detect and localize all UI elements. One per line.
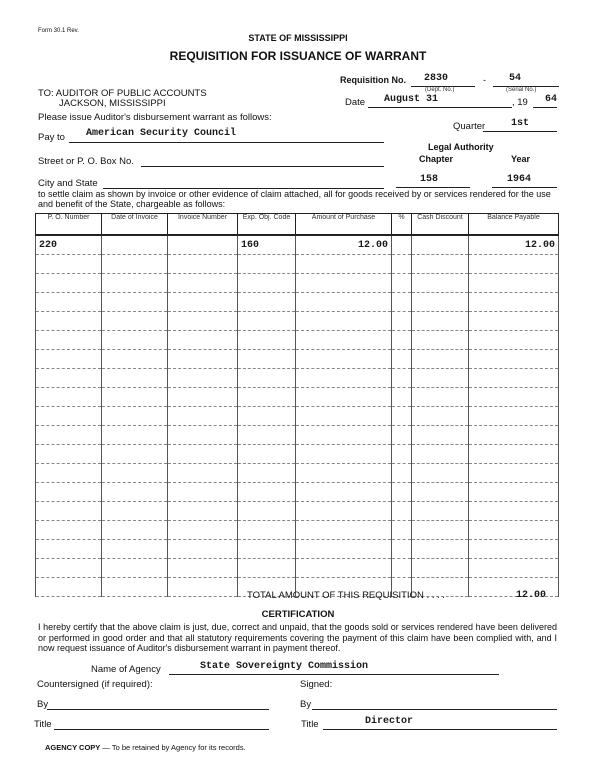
date-line [368, 107, 512, 108]
table-cell[interactable] [168, 255, 238, 274]
table-row [36, 274, 559, 293]
table-row [36, 293, 559, 312]
table-cell[interactable] [469, 369, 559, 388]
table-cell[interactable] [102, 331, 168, 350]
chapter-label: Chapter [419, 154, 454, 164]
table-cell[interactable] [412, 388, 469, 407]
table-cell[interactable] [392, 255, 412, 274]
table-cell[interactable] [296, 255, 392, 274]
table-cell[interactable] [296, 540, 392, 559]
column-header: % [392, 214, 412, 236]
table-cell[interactable]: 12.00 [469, 235, 559, 255]
table-cell[interactable] [168, 274, 238, 293]
table-cell[interactable] [412, 464, 469, 483]
footer-note [45, 743, 246, 752]
table-row [36, 540, 559, 559]
table-cell[interactable] [296, 483, 392, 502]
signed-label: Signed: [300, 679, 333, 690]
street-line[interactable] [141, 166, 384, 167]
table-row [36, 521, 559, 540]
table-cell[interactable] [412, 559, 469, 578]
table-cell[interactable] [36, 331, 102, 350]
chapter-value[interactable]: 158 [420, 174, 439, 185]
table-cell[interactable] [36, 464, 102, 483]
table-row [36, 255, 559, 274]
column-header: Cash Discount [412, 214, 469, 236]
table-cell[interactable] [296, 350, 392, 369]
state-heading: STATE OF MISSISSIPPI [248, 33, 348, 43]
table-cell[interactable] [392, 312, 412, 331]
table-cell[interactable] [36, 388, 102, 407]
signed-title-label: Title [301, 719, 319, 730]
legal-authority-heading: Legal Authority [428, 142, 494, 152]
table-cell[interactable] [296, 559, 392, 578]
table-cell[interactable] [296, 502, 392, 521]
table-cell[interactable] [238, 388, 296, 407]
table-cell[interactable] [102, 312, 168, 331]
table-cell[interactable] [469, 540, 559, 559]
table-cell[interactable] [238, 521, 296, 540]
table-cell[interactable] [36, 483, 102, 502]
table-cell[interactable] [168, 293, 238, 312]
addressee-line2: JACKSON, MISSISSIPPI [59, 98, 166, 109]
table-cell[interactable] [296, 407, 392, 426]
table-cell[interactable] [412, 293, 469, 312]
table-row [36, 407, 559, 426]
table-row [36, 502, 559, 521]
table-cell[interactable] [238, 369, 296, 388]
table-cell[interactable] [168, 483, 238, 502]
form-number: Form 30.1 Rev. [38, 28, 79, 34]
countersigned-title-line[interactable] [54, 729, 269, 730]
table-cell[interactable] [392, 502, 412, 521]
table-row [36, 312, 559, 331]
dept-no-caption: (Dept. No.) [425, 87, 455, 93]
column-header: Balance Payable [469, 214, 559, 236]
table-cell[interactable] [238, 274, 296, 293]
table-cell[interactable] [469, 445, 559, 464]
table-cell[interactable] [36, 521, 102, 540]
table-cell[interactable] [469, 483, 559, 502]
table-cell[interactable] [36, 312, 102, 331]
table-cell[interactable] [168, 369, 238, 388]
table-cell[interactable] [36, 426, 102, 445]
table-cell[interactable] [238, 350, 296, 369]
table-row [36, 350, 559, 369]
table-cell[interactable] [168, 312, 238, 331]
table-cell[interactable] [168, 559, 238, 578]
table-cell[interactable] [392, 350, 412, 369]
table-cell[interactable] [238, 312, 296, 331]
table-body [36, 235, 559, 597]
date-label: Date [345, 97, 366, 108]
table-cell[interactable]: 12.00 [296, 235, 392, 255]
table-cell[interactable] [36, 559, 102, 578]
table-cell[interactable] [168, 445, 238, 464]
table-cell[interactable] [469, 521, 559, 540]
table-cell[interactable] [168, 350, 238, 369]
table-cell[interactable] [168, 331, 238, 350]
table-cell[interactable] [36, 369, 102, 388]
table-cell[interactable] [469, 502, 559, 521]
table-cell[interactable] [238, 502, 296, 521]
agency-copy-note: — To be retained by Agency for its records. [100, 743, 246, 752]
table-row [36, 235, 559, 255]
table-cell[interactable] [412, 483, 469, 502]
table-cell[interactable] [296, 293, 392, 312]
agency-copy-label: AGENCY COPY [45, 743, 101, 752]
total-value[interactable]: 12.00 [516, 590, 547, 601]
street-label: Street or P. O. Box No. [38, 156, 134, 167]
table-cell[interactable] [102, 369, 168, 388]
table-cell[interactable] [102, 540, 168, 559]
chapter-line [396, 187, 470, 188]
table-cell[interactable] [412, 312, 469, 331]
pay-to-label: Pay to [38, 132, 65, 143]
table-cell[interactable] [238, 407, 296, 426]
table-cell[interactable] [296, 274, 392, 293]
total-label: TOTAL AMOUNT OF THIS REQUISITION . . . . [247, 590, 445, 601]
table-cell[interactable] [102, 464, 168, 483]
table-cell[interactable] [102, 350, 168, 369]
table-cell[interactable] [102, 521, 168, 540]
pay-to-line [69, 142, 384, 143]
requisition-label: Requisition No. [340, 75, 406, 85]
table-cell[interactable] [392, 483, 412, 502]
table-cell[interactable] [168, 540, 238, 559]
countersigned-by-label: By [37, 699, 49, 710]
agency-label: Name of Agency [91, 664, 161, 675]
table-cell[interactable] [102, 235, 168, 255]
table-cell[interactable]: 160 [238, 235, 296, 255]
form-title: REQUISITION FOR ISSUANCE OF WARRANT [169, 49, 427, 63]
table-row [36, 426, 559, 445]
agency-value[interactable]: State Sovereignty Commission [200, 661, 369, 672]
table-cell[interactable] [168, 464, 238, 483]
table-cell[interactable]: 220 [36, 235, 102, 255]
table-cell[interactable] [102, 426, 168, 445]
quarter-value[interactable]: 1st [511, 118, 530, 129]
table-cell[interactable] [36, 350, 102, 369]
table-cell[interactable] [296, 369, 392, 388]
table-cell[interactable] [412, 445, 469, 464]
table-cell[interactable] [102, 559, 168, 578]
table-cell[interactable] [36, 274, 102, 293]
table-cell[interactable] [469, 331, 559, 350]
quarter-line [483, 131, 557, 132]
column-header: Date of Invoice [102, 214, 168, 236]
table-cell[interactable] [469, 293, 559, 312]
table-row [36, 369, 559, 388]
table-cell[interactable] [102, 445, 168, 464]
table-cell[interactable] [238, 464, 296, 483]
table-cell[interactable] [392, 369, 412, 388]
table-cell[interactable] [296, 388, 392, 407]
signed-by-line[interactable] [312, 709, 557, 710]
table-cell[interactable] [168, 578, 238, 597]
settle-text: to settle claim as shown by invoice or other evidence of claim attached, all for goods received by or services rendered for the use and benefit of the State, chargeable as follows: [38, 189, 551, 209]
column-header: Exp. Obj. Code [238, 214, 296, 236]
certification-heading: CERTIFICATION [261, 609, 335, 620]
table-cell[interactable] [238, 559, 296, 578]
table-cell[interactable] [102, 407, 168, 426]
table-cell[interactable] [469, 559, 559, 578]
table-cell[interactable] [36, 293, 102, 312]
table-cell[interactable] [392, 559, 412, 578]
table-cell[interactable] [412, 331, 469, 350]
table-cell[interactable] [296, 426, 392, 445]
table-cell[interactable] [238, 483, 296, 502]
column-header: Amount of Purchase [296, 214, 392, 236]
table-cell[interactable] [412, 407, 469, 426]
table-cell[interactable] [296, 331, 392, 350]
table-cell[interactable] [469, 426, 559, 445]
table-cell[interactable] [296, 464, 392, 483]
table-cell[interactable] [36, 540, 102, 559]
table-cell[interactable] [412, 274, 469, 293]
table-cell[interactable] [238, 293, 296, 312]
table-cell[interactable] [469, 350, 559, 369]
date-value[interactable]: August 31 [384, 94, 439, 105]
table-cell[interactable] [36, 578, 102, 597]
table-cell[interactable] [168, 426, 238, 445]
table-row [36, 483, 559, 502]
countersigned-label: Countersigned (if required): [37, 679, 153, 690]
city-label: City and State [38, 178, 98, 189]
table-row [36, 464, 559, 483]
table-cell[interactable] [392, 293, 412, 312]
table-cell[interactable] [102, 293, 168, 312]
table-cell[interactable] [296, 312, 392, 331]
table-cell[interactable] [392, 388, 412, 407]
table-cell[interactable] [102, 388, 168, 407]
requisition-dash: - [483, 75, 486, 85]
claim-table [35, 213, 559, 597]
table-cell[interactable] [238, 255, 296, 274]
serial-no-value[interactable]: 54 [509, 73, 522, 84]
table-cell[interactable] [412, 255, 469, 274]
countersigned-title-label: Title [34, 719, 52, 730]
instruction-text: Please issue Auditor's disbursement warrant as follows: [38, 112, 272, 123]
countersigned-by-line[interactable] [47, 709, 269, 710]
table-cell[interactable] [168, 388, 238, 407]
serial-no-caption: (Serial No.) [506, 87, 537, 93]
table-cell[interactable] [238, 426, 296, 445]
table-cell[interactable] [102, 255, 168, 274]
year-value[interactable]: 64 [545, 94, 558, 105]
agency-line [169, 674, 499, 675]
signed-title-value[interactable]: Director [365, 716, 414, 727]
table-cell[interactable] [412, 369, 469, 388]
pay-to-value[interactable]: American Security Council [86, 128, 237, 139]
table-cell[interactable] [412, 521, 469, 540]
table-cell[interactable] [296, 521, 392, 540]
table-cell[interactable] [102, 483, 168, 502]
table-cell[interactable] [36, 255, 102, 274]
certification-text: I hereby certify that the above claim is just, due, correct and unpaid, that the goods sold or services rendered have been delivered or performed in good order and that all statutory requirements covering the payment of this claim have been complied with, and I now request issuance of Auditor's disbursement warrant in payment thereof. [38, 622, 557, 653]
year-prefix: , 19 [512, 97, 528, 108]
table-cell[interactable] [168, 235, 238, 255]
table-cell[interactable] [469, 255, 559, 274]
signed-by-label: By [300, 699, 312, 710]
table-cell[interactable] [168, 502, 238, 521]
table-cell[interactable] [469, 407, 559, 426]
addressee-line1: TO: AUDITOR OF PUBLIC ACCOUNTS [38, 88, 207, 99]
authority-year-value[interactable]: 1964 [507, 174, 532, 185]
table-cell[interactable] [392, 331, 412, 350]
quarter-label: Quarter [453, 121, 486, 132]
table-cell[interactable] [469, 388, 559, 407]
table-cell[interactable] [36, 445, 102, 464]
column-header: P. O. Number [36, 214, 102, 236]
table-cell[interactable] [392, 464, 412, 483]
table-row [36, 388, 559, 407]
table-cell[interactable] [168, 407, 238, 426]
table-cell[interactable] [168, 521, 238, 540]
table-cell[interactable] [392, 235, 412, 255]
table-row [36, 559, 559, 578]
table-header-row [36, 214, 559, 236]
table-cell[interactable] [102, 502, 168, 521]
table-cell[interactable] [392, 407, 412, 426]
year-authority-label: Year [511, 154, 531, 164]
table-cell[interactable] [469, 312, 559, 331]
table-cell[interactable] [102, 274, 168, 293]
table-cell[interactable] [412, 350, 469, 369]
table-cell[interactable] [412, 426, 469, 445]
table-cell[interactable] [392, 426, 412, 445]
table-cell[interactable] [469, 464, 559, 483]
column-header: Invoice Number [168, 214, 238, 236]
table-cell[interactable] [412, 540, 469, 559]
table-cell[interactable] [412, 235, 469, 255]
table-cell[interactable] [392, 521, 412, 540]
table-cell[interactable] [238, 445, 296, 464]
table-cell[interactable] [392, 540, 412, 559]
table-cell[interactable] [412, 502, 469, 521]
table-cell[interactable] [392, 274, 412, 293]
table-row [36, 445, 559, 464]
table-cell[interactable] [392, 445, 412, 464]
authority-year-line [492, 187, 557, 188]
table-cell[interactable] [102, 578, 168, 597]
table-cell[interactable] [36, 407, 102, 426]
table-row [36, 331, 559, 350]
table-cell[interactable] [469, 274, 559, 293]
signed-title-line [323, 729, 557, 730]
table-cell[interactable] [238, 540, 296, 559]
year-line [533, 107, 557, 108]
dept-no-value[interactable]: 2830 [424, 73, 449, 84]
table-cell[interactable] [36, 502, 102, 521]
table-cell[interactable] [238, 331, 296, 350]
table-cell[interactable] [296, 445, 392, 464]
